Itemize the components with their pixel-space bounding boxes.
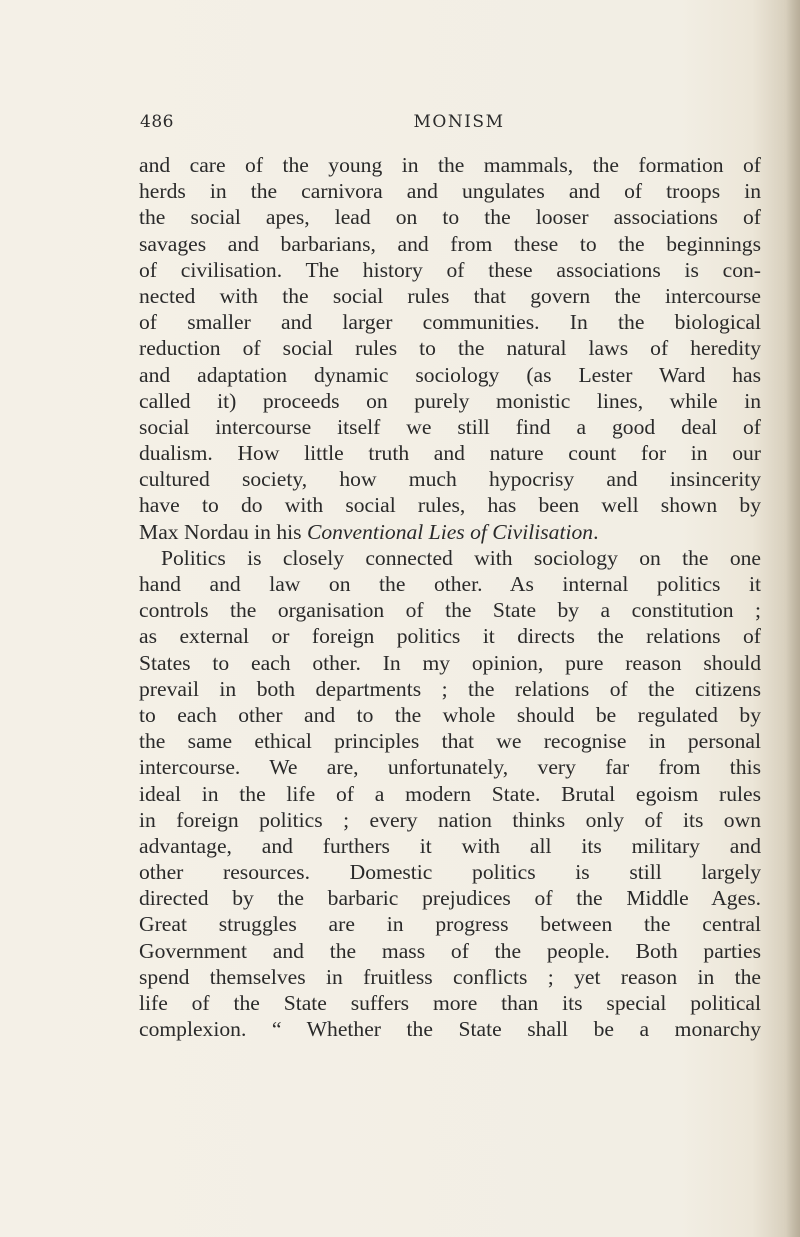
paragraph-start-line: Politics is closely connected with sociology on the one	[161, 545, 761, 570]
text-line: the social apes, lead on to the looser associations of	[139, 205, 761, 230]
text-line: herds in the carnivora and ungulates and of troops in	[139, 179, 761, 204]
text-fragment: Max Nordau in his	[139, 519, 307, 544]
text-line: prevail in both departments ; the relations of the citizens	[139, 676, 761, 701]
text-line: hand and law on the other. As internal politics it	[139, 572, 761, 596]
text-line: social intercourse itself we still find a good deal of	[139, 414, 761, 439]
page-edge-shadow	[786, 0, 800, 1237]
page-number: 486	[140, 112, 174, 132]
text-line: advantage, and furthers it with all its military and	[139, 833, 761, 858]
text-line: reduction of social rules to the natural laws of heredity	[139, 336, 761, 361]
text-line: Government and the mass of the people. Both parties	[139, 938, 761, 963]
text-line: other resources. Domestic politics is still largely	[139, 860, 761, 885]
text-line-with-title	[139, 519, 761, 545]
text-line: dualism. How little truth and nature count for in our	[139, 441, 761, 466]
body-text	[139, 152, 761, 1042]
text-fragment: .	[593, 519, 599, 544]
text-line: savages and barbarians, and from these to the beginnings	[139, 231, 761, 256]
text-line: nected with the social rules that govern the intercourse	[139, 283, 761, 308]
text-line: as external or foreign politics it directs the relations of	[139, 624, 761, 649]
text-line: have to do with social rules, has been well shown by	[139, 493, 761, 518]
text-line: directed by the barbaric prejudices of the Middle Ages.	[139, 886, 761, 911]
text-line: called it) proceeds on purely monistic lines, while in	[139, 388, 761, 413]
text-line: States to each other. In my opinion, pure reason should	[139, 650, 761, 675]
text-line: complexion. “ Whether the State shall be a monarchy	[139, 1017, 761, 1042]
text-line: life of the State suffers more than its special political	[139, 991, 761, 1015]
book-title: Conventional Lies of Civilisation	[306, 519, 594, 544]
text-line: controls the organisation of the State by a constitution ;	[139, 598, 761, 623]
text-line: cultured society, how much hypocrisy and insincerity	[139, 467, 761, 492]
text-line: and adaptation dynamic sociology (as Lester Ward has	[139, 362, 761, 387]
text-line: of civilisation. The history of these associations is con-	[139, 257, 761, 282]
text-line: Great struggles are in progress between the central	[139, 912, 761, 937]
text-line: in foreign politics ; every nation thinks only of its own	[139, 807, 761, 832]
text-line: of smaller and larger communities. In the biological	[139, 310, 761, 335]
text-line: spend themselves in fruitless conflicts ; yet reason in the	[139, 964, 761, 989]
text-line: intercourse. We are, unfortunately, very far from this	[139, 755, 761, 780]
running-head: MONISM	[413, 112, 505, 132]
text-line: and care of the young in the mammals, the formation of	[139, 153, 761, 177]
text-line: the same ethical principles that we recognise in personal	[139, 729, 761, 754]
page-header	[140, 112, 760, 142]
text-line: ideal in the life of a modern State. Brutal egoism rules	[139, 781, 761, 806]
text-line: to each other and to the whole should be regulated by	[139, 702, 761, 727]
